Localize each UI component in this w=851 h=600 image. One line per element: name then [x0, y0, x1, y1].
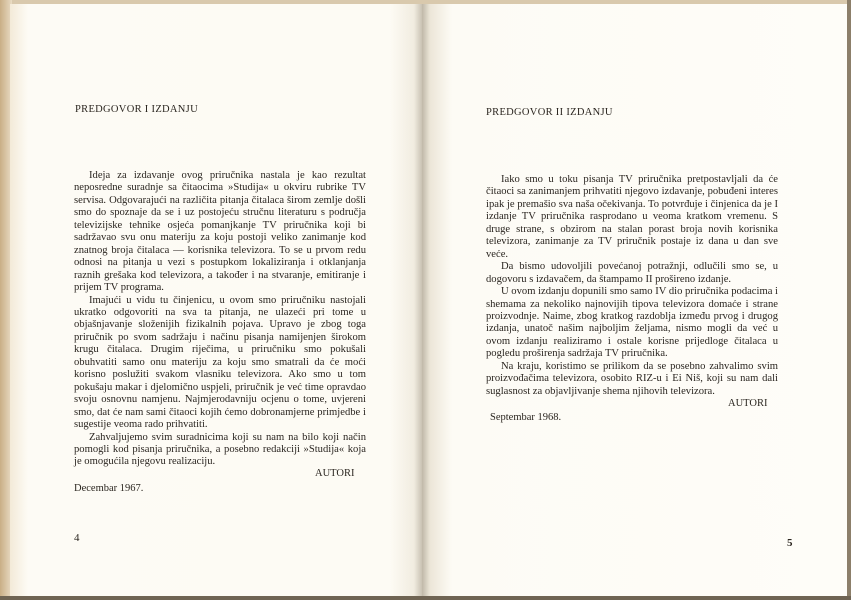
right-paragraph: Na kraju, koristimo se prilikom da se posebno zahvalimo svim proizvođačima televizora, osobito RIZ-u i Ei Niš, koji su nam dali suglasnost za objavljivanje shema njihovih televizora.	[486, 360, 778, 397]
left-page-body	[74, 170, 366, 469]
left-page	[10, 4, 422, 596]
right-paragraph: Iako smo u toku pisanja TV priručnika pretpostavljali da će čitaoci sa zanimanjem prihvatiti njegovo izdavanje, pobuđeni interes ipak je premašio sva naša očekivanja. To potvrđuje i činjenica da je I izdanje TV priručnika rasprodano u veoma kratkom vremenu. S druge strane, s obzirom na stalan porast broja novih korisnika televizora, zanimanje za TV priručnik postaje iz dana u dan sve veće.	[486, 174, 778, 260]
left-paragraph: Imajući u vidu tu činjenicu, u ovom smo priručniku nastojali ukratko odgovoriti na sva ta pitanja, ne ulazeći pri tome u objašnjavanje složenijih fizikalnih pojava. Upravo je zbog toga priručnik po svom sadržaju i načinu pisanja namijenjen širokom krugu čitalaca. Drugim riječima, u priručniku smo pokušali obuhvatiti samo onu materiju za koju smo smatrali da će moći korisno poslužiti svakom vlasniku televizora. Ako smo u tom pokušaju makar i djelomično uspjeli, priručnik je već time opravdao svoju osnovnu namjenu. Najmjerodavniju ocjenu o tome, uvjereni smo, dat će nam sami čitaoci kojih ćemo dobronamjerne primjedbe i sugestije veoma rado prihvatiti.	[74, 294, 366, 431]
right-paragraph: U ovom izdanju dopunili smo samo IV dio priručnika podacima i shemama za nekoliko najnovijih tipova televizora domaće i strane proizvodnje. Naime, zbog kratkog razdoblja između prvog i drugog izdanja, unatoč našim najboljim željama, nismo mogli da već u ovom izdanju realiziramo i ostale korisne prijedloge čitalaca u pogledu proširenja sadržaja TV priručnika.	[486, 286, 778, 360]
left-paragraph: Zahvaljujemo svim suradnicima koji su nam na bilo koji način pomogli kod pisanja priručnika, a posebno redakciji »Studija« koja je omogućila njegovu realizaciju.	[74, 431, 366, 468]
right-date: Septembar 1968.	[490, 412, 562, 423]
right-page	[422, 4, 848, 596]
book-edge-bottom	[0, 596, 851, 600]
left-date: Decembar 1967.	[74, 483, 144, 494]
left-page-heading: PREDGOVOR I IZDANJU	[75, 104, 198, 115]
right-signature: AUTORI	[728, 398, 768, 409]
right-page-heading: PREDGOVOR II IZDANJU	[486, 107, 613, 118]
left-paragraph: Ideja za izdavanje ovog priručnika nastala je kao rezultat neposredne suradnje sa čitaocima »Studija« u okviru rubrike TV servisa. Odgovarajući na različita pitanja čitalaca širom zemlje došli smo do spoznaje da se i uz postojeću stručnu literaturu s područja televizijske tehnike osjeća pomanjkanje TV priručnika koji bi sadržavao svu onu materiju za koju postoji veliko zanimanje kod znatnog broja čitalaca — korisnika televizora. To se u prvom redu odnosi na pitanja u vezi s postupkom lokaliziranja i otklanjanja raznih grešaka kod televizora, a također i na stvaranje, emitiranje i prijem TV programa.	[74, 170, 366, 294]
right-paragraph: Da bismo udovoljili povećanoj potražnji, odlučili smo se, u dogovoru s izdavačem, da štampamo II prošireno izdanje.	[486, 261, 778, 285]
book-edge-right	[847, 0, 851, 600]
right-page-number: 5	[787, 537, 793, 549]
left-signature: AUTORI	[315, 468, 355, 479]
right-page-body	[486, 174, 778, 398]
left-page-number: 4	[74, 532, 80, 544]
